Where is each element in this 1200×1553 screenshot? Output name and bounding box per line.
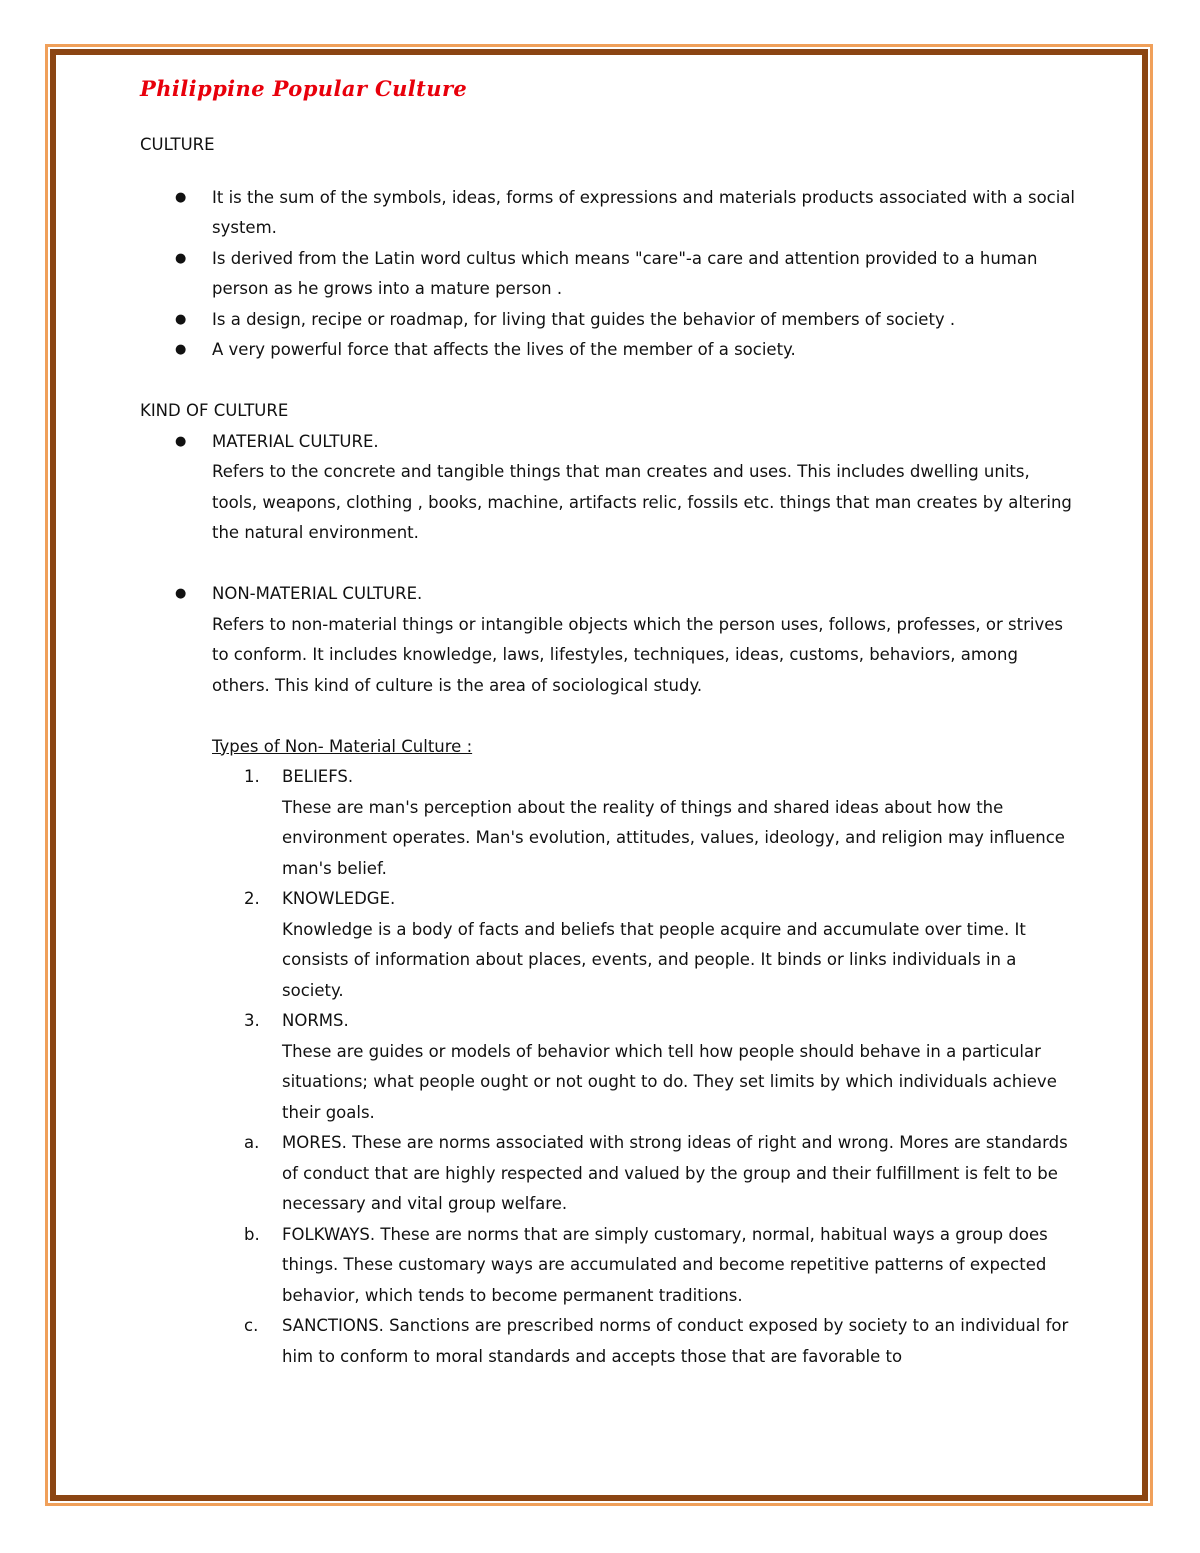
bullet-icon: ● — [175, 586, 187, 601]
type-text: These are guides or models of behavior which tell how people should behave in a particular situations; what people ought or not ought to do. They set limits by which individuals achieve their goals. — [282, 1041, 1057, 1122]
kinds-bullet-list-2 — [140, 579, 1080, 701]
type-text: These are man's perception about the reality of things and shared ideas about how the environment operates. Man's evolution, attitudes, values, ideology, and religion may influence man's belief. — [282, 797, 1065, 878]
list-item — [140, 1128, 1080, 1220]
bullet-icon: ● — [175, 189, 187, 205]
list-marker: 2. — [244, 889, 260, 908]
type-text: MORES. These are norms associated with strong ideas of right and wrong. Mores are standards of conduct that are highly respected and valued by the group and their fulfillment is felt to be necessary and vital group welfare. — [282, 1133, 1068, 1213]
list-item: ● Is derived from the Latin word cultus which means "care"-a care and attention provided to a human person as he grows into a mature person . — [140, 244, 1080, 305]
list-item — [140, 1220, 1080, 1312]
material-culture-text: Refers to the concrete and tangible things that man creates and uses. This includes dwelling units, tools, weapons, clothing , books, machine, artifacts relic, fossils etc. things that man creates by altering the natural environment. — [212, 462, 1072, 542]
type-label: BELIEFS. — [282, 767, 354, 786]
culture-heading: CULTURE — [140, 135, 215, 154]
bullet-icon: ● — [175, 250, 187, 266]
material-culture-label: MATERIAL CULTURE. — [212, 431, 379, 451]
non-material-culture-text: Refers to non-material things or intangible objects which the person uses, follows, professes, or strives to conform. It includes knowledge, laws, lifestyles, techniques, ideas, customs, behaviors, among others. This kind of culture is the area of sociological study. — [212, 614, 1063, 695]
type-text: Knowledge is a body of facts and beliefs that people acquire and accumulate over time. It consists of information about places, events, and people. It binds or links individuals in a society. — [282, 919, 1026, 1000]
type-label: NORMS. — [282, 1011, 349, 1030]
list-item — [140, 1006, 1080, 1128]
culture-bullet-list — [140, 183, 1080, 366]
document-title: Philippine Popular Culture — [140, 76, 468, 101]
list-item: ● It is the sum of the symbols, ideas, forms of expressions and materials products associated with a social system. — [140, 183, 1080, 244]
kind-of-culture-heading: KIND OF CULTURE — [140, 401, 289, 420]
type-text: FOLKWAYS. These are norms that are simply customary, normal, habitual ways a group does things. These customary ways are accumulated and become repetitive patterns of expected behavior, which tends to become permanent traditions. — [282, 1224, 1048, 1305]
bullet-icon: ● — [175, 311, 187, 327]
list-marker: 1. — [244, 767, 260, 786]
material-culture-item — [140, 427, 1080, 549]
list-item: ● Is a design, recipe or roadmap, for living that guides the behavior of members of society . — [140, 305, 1080, 336]
list-item — [140, 1311, 1080, 1372]
list-item — [140, 762, 1080, 884]
list-item: ● A very powerful force that affects the lives of the member of a society. — [140, 335, 1080, 366]
types-list — [140, 762, 1080, 1372]
list-marker: b. — [244, 1224, 260, 1244]
document-body — [140, 70, 1080, 1372]
list-marker: c. — [244, 1316, 259, 1335]
type-text: SANCTIONS. Sanctions are prescribed norms of conduct exposed by society to an individual for him to conform to moral standards and accepts those that are favorable to — [282, 1316, 1069, 1366]
non-material-culture-item — [140, 579, 1080, 701]
bullet-icon: ● — [175, 342, 187, 357]
list-marker: a. — [244, 1133, 260, 1152]
type-label: KNOWLEDGE. — [282, 889, 396, 908]
list-item — [140, 884, 1080, 1006]
types-heading: Types of Non- Material Culture : — [212, 736, 473, 756]
kinds-bullet-list — [140, 427, 1080, 549]
bullet-icon: ● — [175, 433, 187, 449]
list-marker: 3. — [244, 1011, 260, 1030]
non-material-culture-label: NON-MATERIAL CULTURE. — [212, 584, 423, 603]
